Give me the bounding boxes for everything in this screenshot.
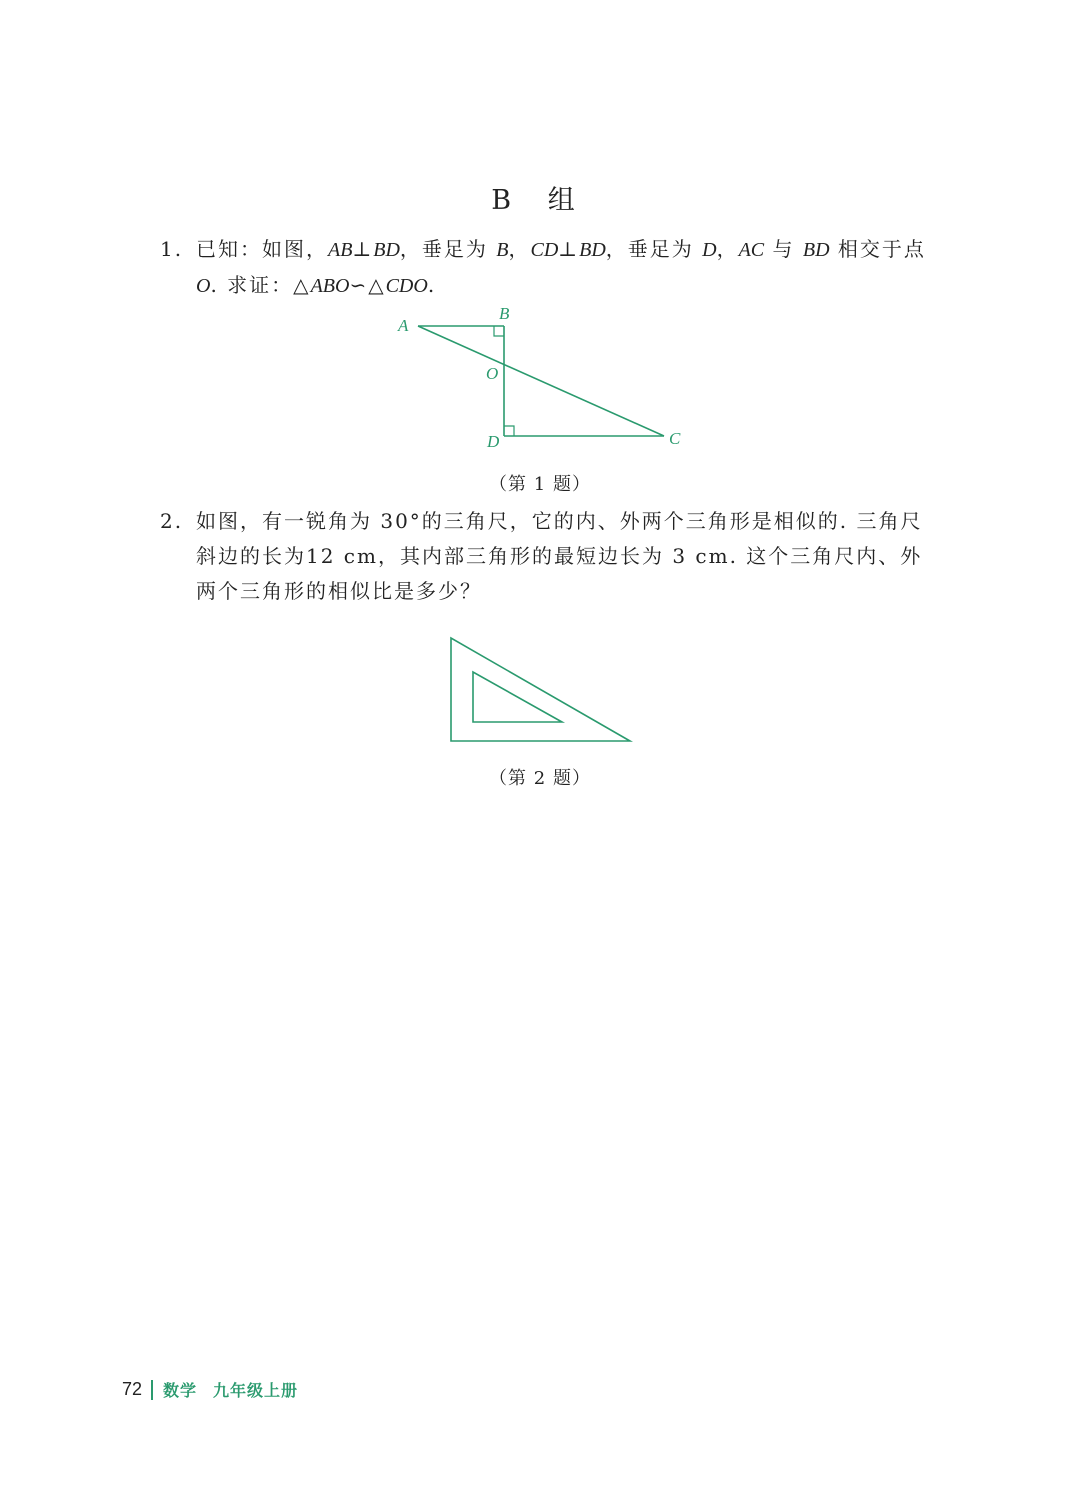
math-term: CDO <box>385 275 428 297</box>
page-number: 72 <box>122 1379 143 1399</box>
text-run: 已知：如图， <box>196 237 328 261</box>
figure-2-caption: （第 2 题） <box>489 768 591 789</box>
text-run: ， <box>716 237 739 261</box>
right-angle-d <box>504 426 514 436</box>
text-run: . <box>427 273 437 297</box>
math-term: BD <box>802 239 830 261</box>
segment-ac <box>418 326 664 436</box>
footer-divider <box>151 1380 153 1400</box>
text-run: ∽△ <box>349 273 386 297</box>
text-run: ，垂足为 <box>399 237 497 261</box>
text-run: 相交于点 <box>829 237 926 261</box>
math-term: ABO <box>310 275 350 297</box>
math-term: BD <box>579 239 606 261</box>
math-term: B <box>496 239 509 261</box>
math-term: BD <box>373 239 400 261</box>
math-term: CD <box>530 239 559 261</box>
inner-triangle <box>473 672 562 722</box>
figure-2 <box>451 638 630 741</box>
figure-1-caption: （第 1 题） <box>489 474 591 495</box>
text-run: ，垂足为 <box>605 237 703 261</box>
text-run: . 求证：△ <box>210 273 311 297</box>
page-footer <box>122 1378 298 1401</box>
section-title: B 组 <box>491 185 589 216</box>
text-run: ⊥ <box>558 237 580 261</box>
text-run: 与 <box>764 237 803 261</box>
outer-triangle <box>451 638 630 741</box>
label-o: O <box>486 364 499 383</box>
label-d: D <box>487 432 500 451</box>
text-run: ， <box>508 237 531 261</box>
math-term: O <box>196 275 211 297</box>
problem-2-number: 2. <box>160 509 184 533</box>
label-b: B <box>499 304 510 323</box>
label-c: C <box>669 429 681 448</box>
label-a: A <box>398 316 409 335</box>
right-angle-b <box>494 326 504 336</box>
problem-1-number: 1. <box>160 237 184 261</box>
problem-2 <box>160 504 930 609</box>
problem-2-text: 如图，有一锐角为 30°的三角尺，它的内、外两个三角形是相似的. 三角尺斜边的长为12 cm，其内部三角形的最短边长为 3 cm. 这个三角尺内、外两个三角形的相似比是多少？ <box>196 509 923 603</box>
math-term: AB <box>328 239 353 261</box>
math-term: D <box>702 239 717 261</box>
book-title: 数学 <box>163 1383 198 1400</box>
text-run: ⊥ <box>352 237 374 261</box>
book-grade: 九年级上册 <box>213 1383 299 1400</box>
math-term: AC <box>738 239 765 261</box>
